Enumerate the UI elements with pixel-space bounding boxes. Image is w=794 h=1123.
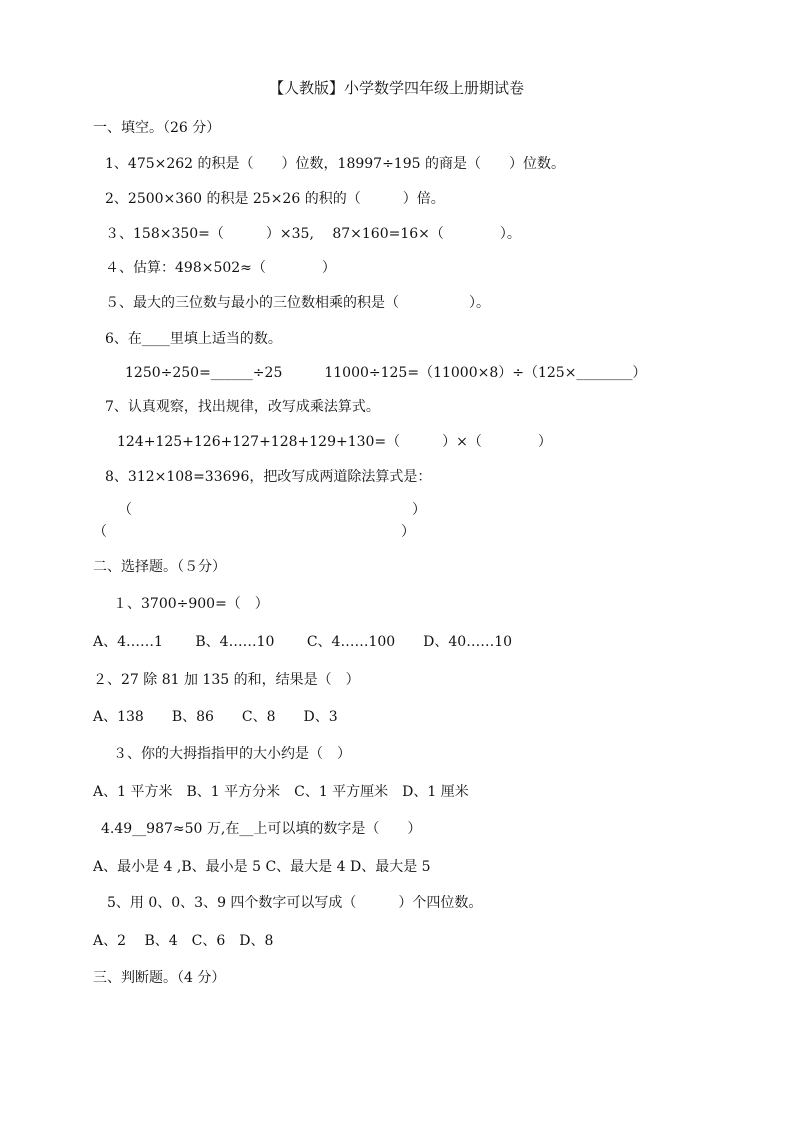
s1-question-5: ５、最大的三位数与最小的三位数相乘的积是（ ）。 [105, 295, 490, 311]
s2-question-3-options: A、1 平方米 B、1 平方分米 C、1 平方厘米 D、1 厘米 [93, 784, 469, 800]
s1-question-3: ３、158×350=（ ）×35, 87×160=16×（ ）。 [105, 226, 521, 242]
s1-question-7: 7、认真观察，找出规律，改写成乘法算式。 [105, 399, 380, 415]
s1-question-7-line: 124+125+126+127+128+129+130=（ ）×（ ） [117, 434, 552, 450]
s2-question-5-options: A、2 B、4 C、6 D、8 [93, 933, 274, 949]
s2-question-4-options: A、最小是 4 ,B、最小是 5 C、最大是 4 D、最大是 5 [93, 859, 431, 875]
s2-question-1: １、3700÷900=（ ） [113, 596, 269, 612]
section1-heading: 一、填空。（26 分） [93, 120, 221, 136]
s2-question-2-options: A、138 B、86 C、8 D、3 [93, 709, 338, 725]
section3-heading: 三、判断题。（4 分） [93, 970, 226, 986]
s1-question-8: 8、312×108=33696，把改写成两道除法算式是： [105, 469, 432, 485]
s2-question-4: 4.49__987≈50 万,在__上可以填的数字是（ ） [101, 821, 422, 837]
s1-question-2: 2、2500×360 的积是 25×26 的积的（ ）倍。 [105, 191, 445, 207]
s1-question-6-line: 1250÷250=______÷25 11000÷125=（11000×8）÷（125×________） [125, 365, 647, 381]
page-title: 【人教版】小学数学四年级上册期试卷 [269, 79, 525, 97]
section2-heading: 二、选择题。（５分） [93, 559, 226, 575]
s1-question-8-answer-b: （ ） [93, 524, 415, 540]
s1-question-4: ４、估算：498×502≈（ ） [105, 260, 336, 276]
s1-question-6: 6、在____里填上适当的数。 [105, 331, 282, 347]
s2-question-1-options: A、4……1 B、4……10 C、4……100 D、40……10 [93, 634, 513, 650]
s2-question-5: 5、用 0、0、3、9 四个数字可以写成（ ）个四位数。 [107, 895, 483, 911]
s2-question-3: ３、你的大拇指指甲的大小约是（ ） [113, 746, 351, 762]
s2-question-2: ２、27 除 81 加 135 的和，结果是（ ） [93, 672, 360, 688]
s1-question-1: 1、475×262 的积是（ ）位数，18997÷195 的商是（ ）位数。 [105, 156, 565, 172]
s1-question-8-answer-a: （ ） [118, 502, 426, 518]
